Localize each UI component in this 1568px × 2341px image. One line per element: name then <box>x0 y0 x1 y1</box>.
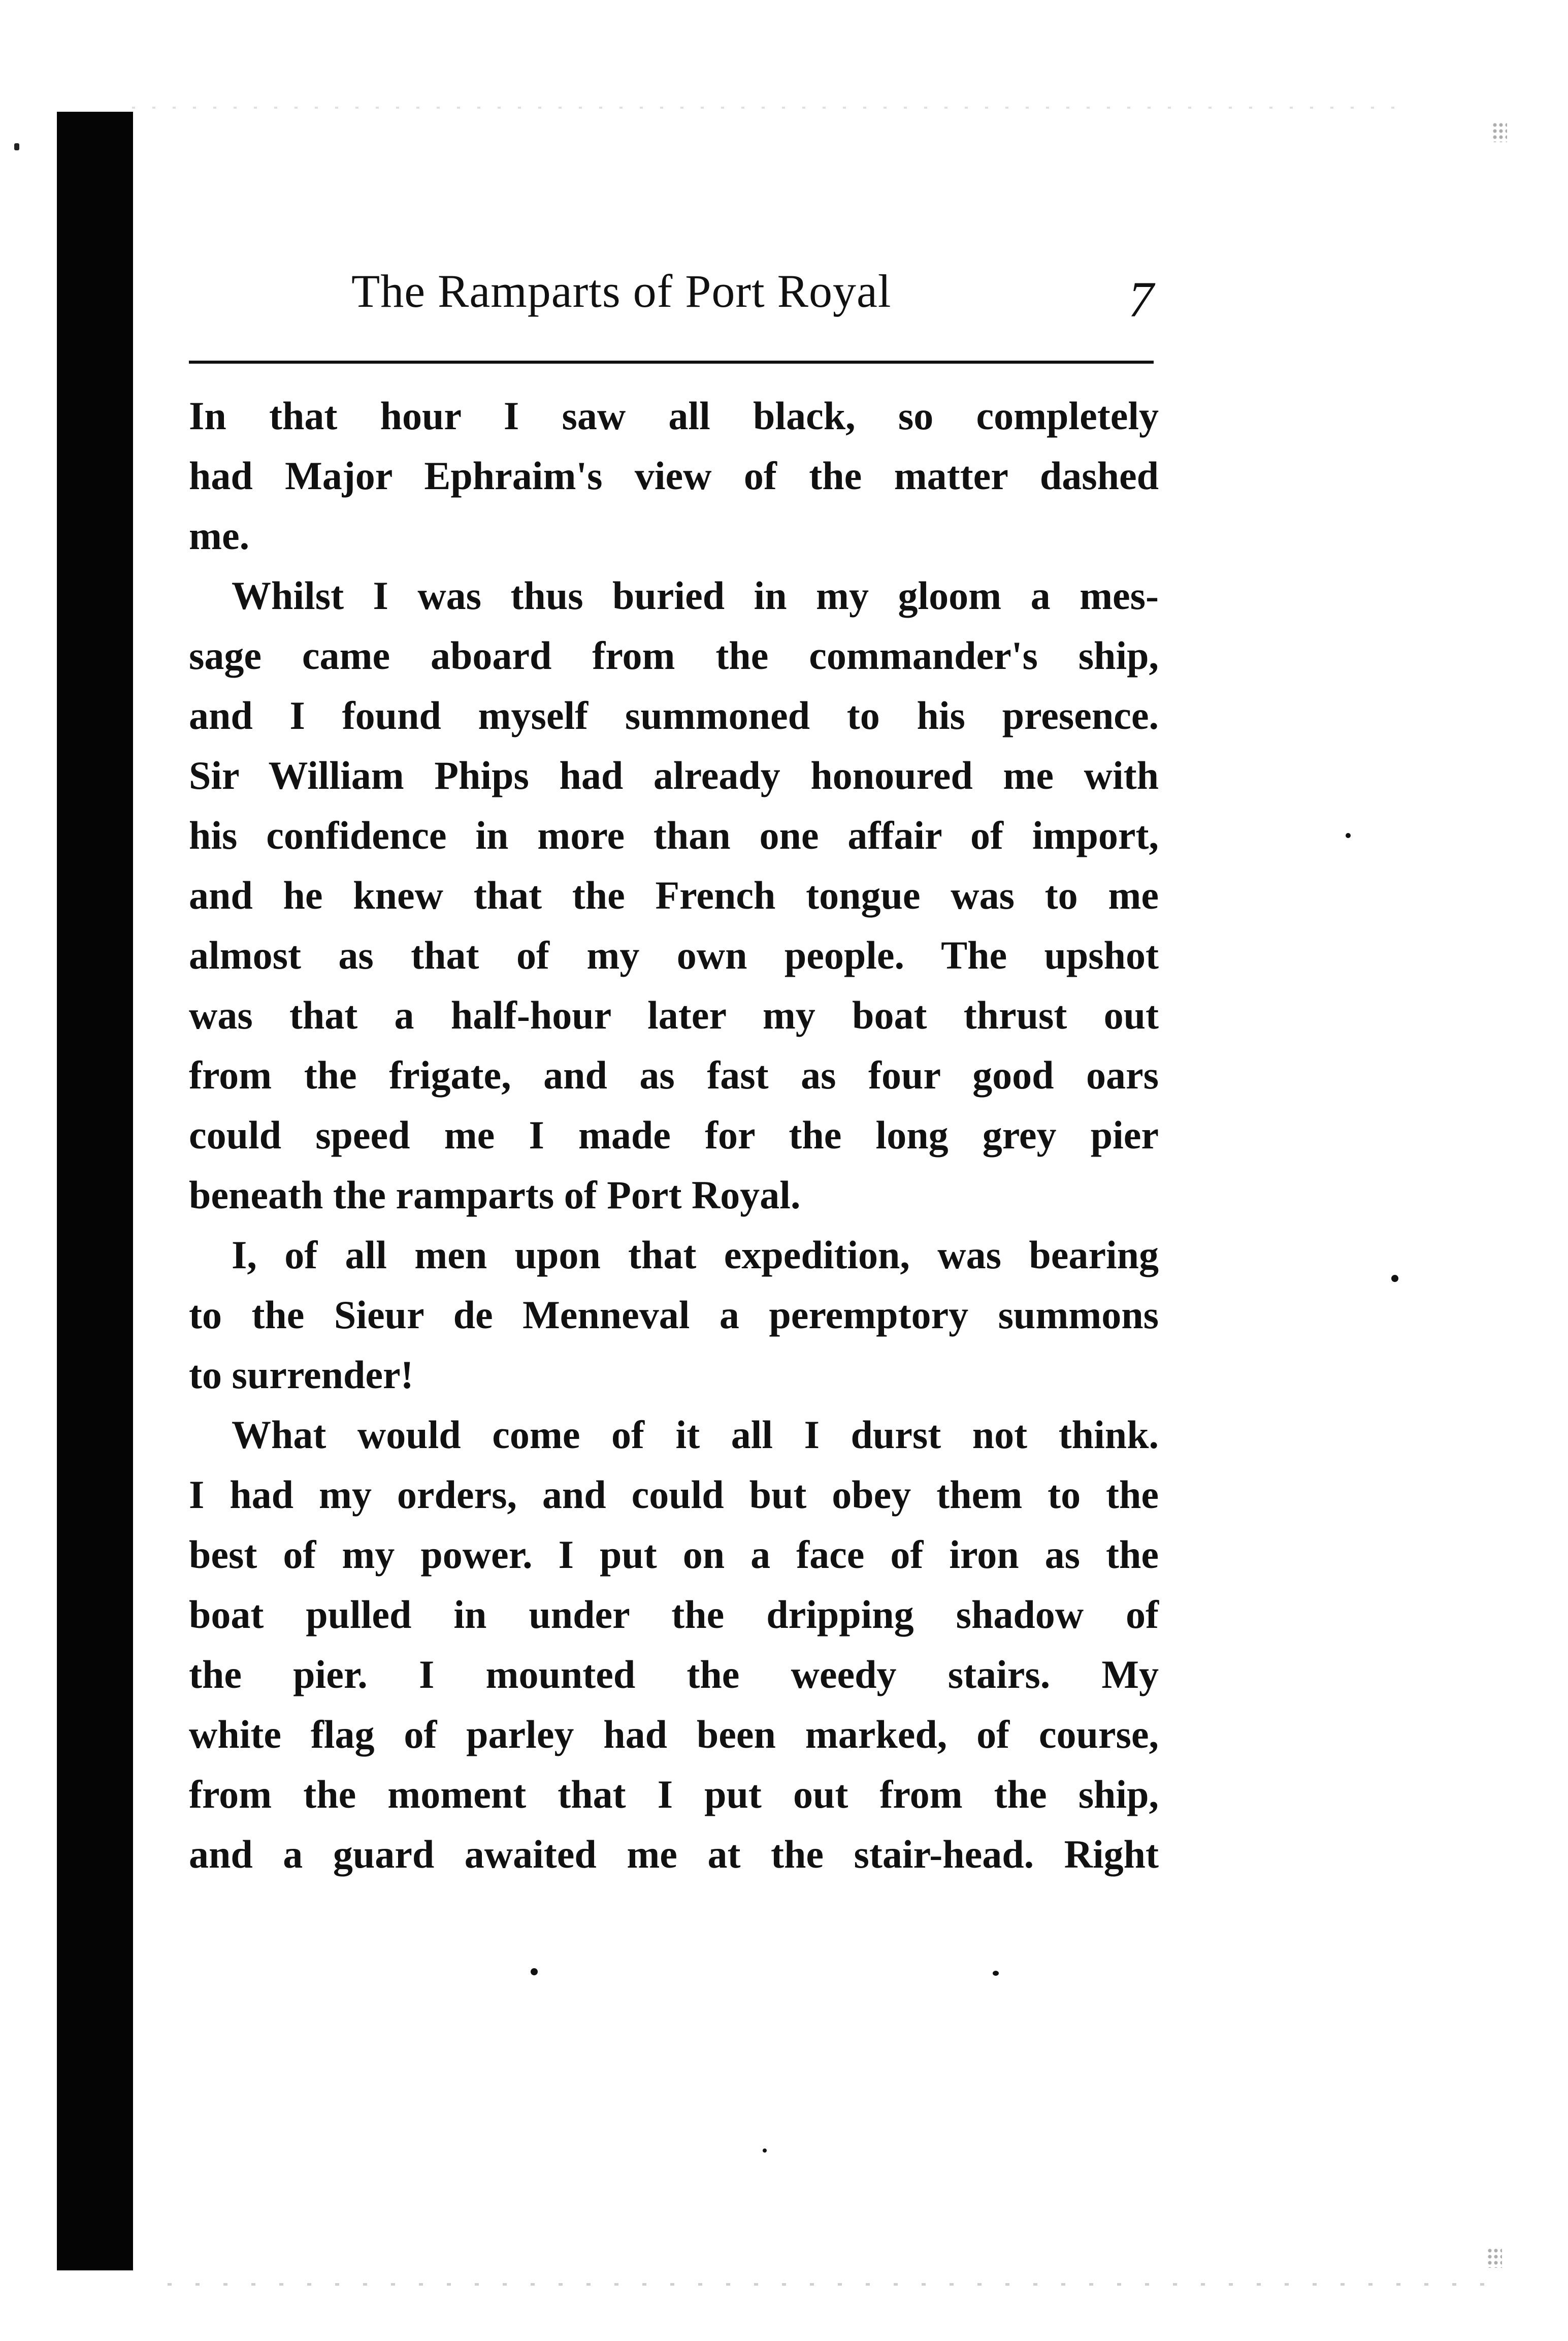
text-line: boat pulled in under the dripping shadow of <box>189 1592 1159 1637</box>
scan-dot <box>993 1971 999 1976</box>
text-line: white flag of parley had been marked, of course, <box>189 1712 1159 1756</box>
body-text <box>189 386 1159 1884</box>
header-rule <box>189 361 1154 364</box>
text-line: beneath the ramparts of Port Royal. <box>189 1173 801 1217</box>
text-line: the pier. I mounted the weedy stairs. My <box>189 1652 1159 1696</box>
running-header <box>189 264 1154 371</box>
scan-dot <box>1391 1275 1398 1282</box>
text-line: from the moment that I put out from the ship, <box>189 1772 1159 1816</box>
text-line: me. <box>189 514 250 558</box>
text-line: and he knew that the French tongue was to me <box>189 873 1159 917</box>
text-line: What would come of it all I durst not think. <box>232 1413 1159 1457</box>
scan-dot <box>531 1968 538 1975</box>
scan-dot <box>1346 833 1351 838</box>
scan-speckle-top <box>132 107 1401 109</box>
scan-mark-bottom-right <box>1487 2248 1502 2268</box>
text-line: had Major Ephraim's view of the matter dashed <box>189 454 1159 498</box>
scan-dot <box>763 2148 767 2153</box>
text-line: to the Sieur de Menneval a peremptory summons <box>189 1293 1159 1337</box>
scan-mark <box>14 143 19 150</box>
text-line: Sir William Phips had already honoured me with <box>189 753 1159 797</box>
text-line: and a guard awaited me at the stair-head. Right <box>189 1832 1159 1876</box>
binding-shadow <box>57 112 133 2270</box>
text-line: and I found myself summoned to his presence. <box>189 693 1159 737</box>
text-line: I, of all men upon that expedition, was bearing <box>232 1233 1159 1277</box>
text-line: was that a half-hour later my boat thrust out <box>189 993 1159 1037</box>
text-line: from the frigate, and as fast as four good oars <box>189 1053 1159 1097</box>
scan-speckle-bottom <box>168 2283 1488 2286</box>
page-number: 7 <box>1128 271 1154 328</box>
text-line: I had my orders, and could but obey them to the <box>189 1472 1159 1517</box>
text-line: Whilst I was thus buried in my gloom a mes- <box>232 573 1159 618</box>
text-line: sage came aboard from the commander's ship, <box>189 633 1159 678</box>
text-line: In that hour I saw all black, so completely <box>189 394 1159 438</box>
scan-mark-top-right <box>1492 122 1507 142</box>
text-line: almost as that of my own people. The upshot <box>189 933 1159 977</box>
text-line: to surrender! <box>189 1353 414 1397</box>
text-line: best of my power. I put on a face of iron as the <box>189 1532 1159 1577</box>
text-line: his confidence in more than one affair of import, <box>189 813 1159 857</box>
text-line: could speed me I made for the long grey pier <box>189 1113 1159 1157</box>
running-title: The Ramparts of Port Royal <box>351 265 892 317</box>
